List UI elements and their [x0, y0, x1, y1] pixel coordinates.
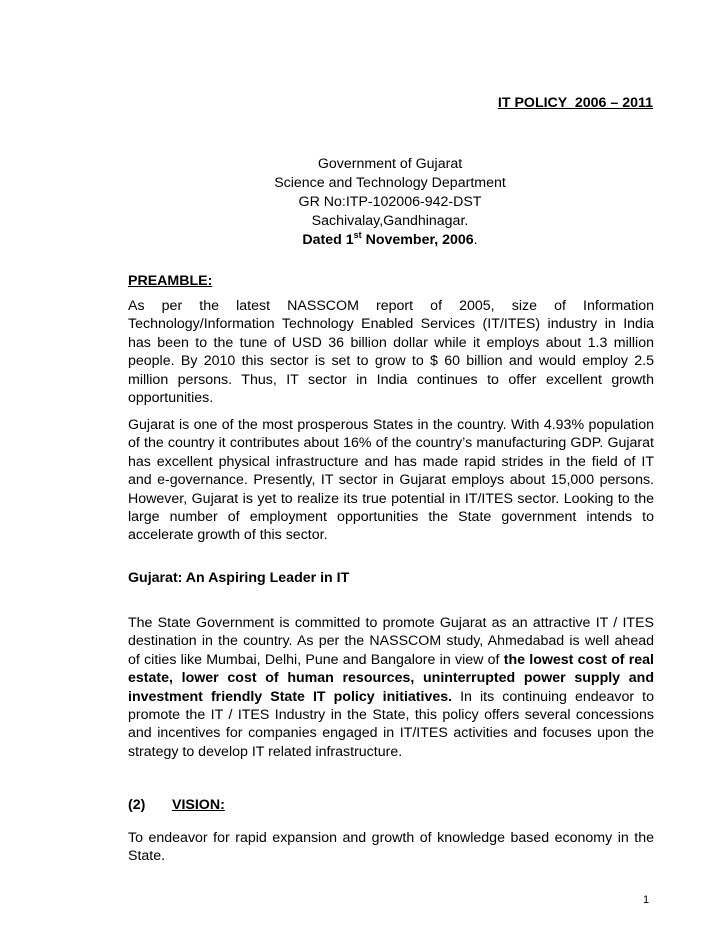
aspiring-leader-heading: Gujarat: An Aspiring Leader in IT [128, 570, 350, 586]
vision-section-number: (2) [128, 797, 146, 813]
issue-date-ordinal: st [353, 230, 362, 240]
gr-number: GR No:ITP-102006-942-DST [298, 194, 482, 210]
vision-paragraph: To endeavor for rapid expansion and growth of knowledge based economy in the State. [128, 830, 654, 865]
government-name: Government of Gujarat [317, 156, 463, 172]
issue-date-prefix: Dated 1 [302, 232, 354, 248]
preamble-paragraph-1: As per the latest NASSCOM report of 2005, size of Information Technology/Information Technology Enabled Services (IT/ITES) industry in India has been to the tune of USD 36 billion dollar while it employs about 1.3 million people. By 2010 this sector is set to grow to $ 60 billion and would employ 2.5 million persons. Thus, IT sector in India continues to offer excellent growth opportunities. [128, 298, 654, 407]
issue-date-suffix: November, 2006 [361, 232, 474, 248]
issue-date [250, 231, 530, 250]
aspiring-text-bold: the lowest cost of real estate, lower cost of human resources, uninterrupted power supply and investment friendly State IT policy initiatives. [128, 651, 654, 705]
page-number: 1 [643, 894, 650, 906]
office-location: Sachivalay,Gandhinagar. [311, 213, 469, 229]
department-name: Science and Technology Department [274, 175, 506, 191]
document-title: IT POLICY 2006 – 2011 [497, 95, 653, 111]
issue-date-period: . [473, 232, 478, 248]
vision-heading-row [128, 797, 225, 813]
aspiring-text-a: The State Government is committed to promote Gujarat as an attractive IT / ITES destination in the country. As per the NASSCOM study, Ahmedabad is well ahead of cities like Mumbai, Delhi, Pune and Bangalore in view of [128, 615, 654, 668]
aspiring-text-b: In its continuing endeavor to promote the IT / ITES Industry in the State, this policy offers several concessions and incentives for companies engaged in IT/ITES activities and focuses upon the strategy to develop IT related infrastructure. [128, 688, 654, 760]
preamble-heading: PREAMBLE: [128, 273, 213, 289]
issuing-authority-block [250, 155, 530, 250]
aspiring-leader-paragraph [128, 614, 654, 761]
vision-heading: VISION: [172, 797, 225, 813]
preamble-paragraph-2: Gujarat is one of the most prosperous States in the country. With 4.93% population of the country it contributes about 16% of the country’s manufacturing GDP. Gujarat has excellent physical infrastructure and has made rapid strides in the field of IT and e-governance. Presently, IT sector in Gujarat employs about 15,000 persons. However, Gujarat is yet to realize its true potential in IT/ITES sector. Looking to the large number of employment opportunities the State government intends to accelerate growth of this sector. [128, 417, 654, 544]
